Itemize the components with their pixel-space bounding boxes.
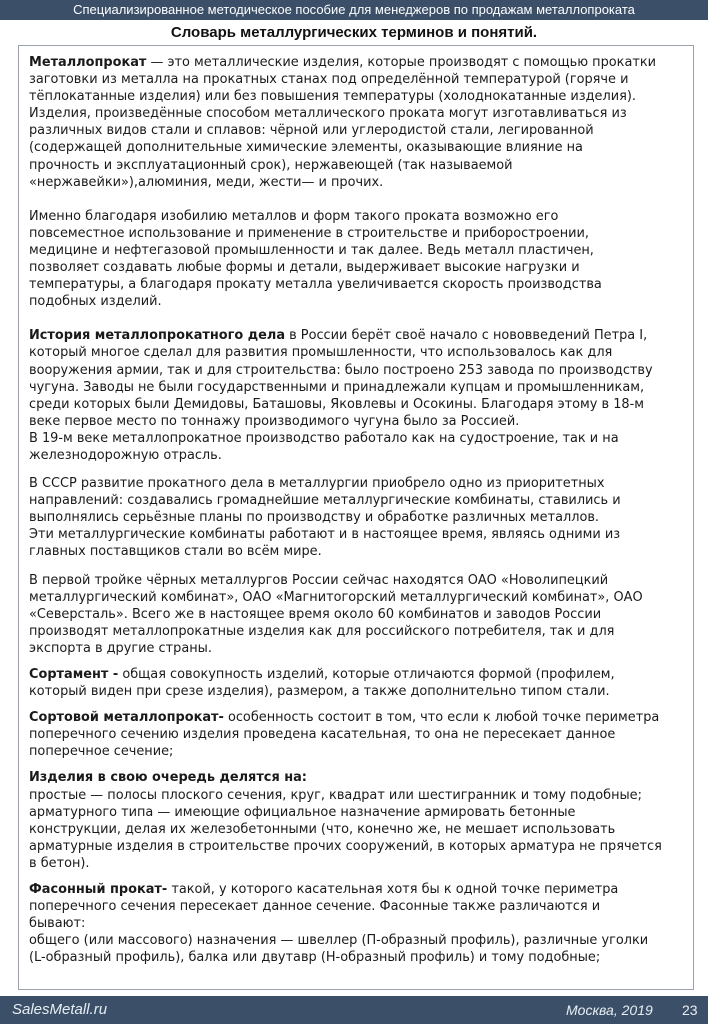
text-line: конструкции, делая их железобетонными (что, конечно же, не мешает использовать xyxy=(29,821,616,837)
text-line xyxy=(29,666,683,683)
text-span: особенность состоит в том, что если к любой точке периметра xyxy=(223,710,660,726)
text-line: железнодорожную отрасль. xyxy=(29,447,222,463)
text-line: температуры, а благодаря прокату металла увеличивается скорость производства xyxy=(29,277,602,293)
spacer xyxy=(29,191,683,208)
text-line: общего (или массового) назначения — швеллер (П-образный профиль), различные уголки xyxy=(29,933,649,949)
text-line xyxy=(29,709,683,726)
text-span: общая совокупность изделий, которые отличаются формой (профилем, xyxy=(118,667,615,682)
term-sortovoy: Сортовой металлопрокат- xyxy=(29,710,224,726)
text-line: экспорта в другие страны. xyxy=(29,640,212,656)
document-title: Словарь металлургических терминов и понятий. xyxy=(170,24,538,41)
spacer xyxy=(29,700,683,709)
term-fasonny: Фасонный прокат- xyxy=(29,882,168,898)
paragraph-metalloprokat xyxy=(29,54,683,191)
text-line: поперечное сечение; xyxy=(29,744,174,760)
text-line: заготовки из металла на прокатных станах под определённой температурой (горяче и xyxy=(29,72,629,88)
text-line xyxy=(29,327,683,344)
text-line: повсеместное использование и применение в строительстве и приборостроении, xyxy=(29,225,590,241)
text-span: в России берёт своё начало с нововведений Петра I, xyxy=(285,328,648,344)
text-line: простые — полосы плоского сечения, круг, квадрат или шестигранник и тому подобные; xyxy=(29,787,642,803)
spacer xyxy=(29,561,683,572)
text-line: главных поставщиков стали во всём мире. xyxy=(29,544,322,560)
paragraph-izdeliya xyxy=(29,769,683,872)
header-title: Специализированное методическое пособие для менеджеров по продажам металлопроката xyxy=(73,2,635,17)
spacer xyxy=(29,760,683,769)
spacer xyxy=(29,310,683,327)
text-line: веке первое место по тоннажу производимого чугуна было за Россией. xyxy=(29,413,520,429)
text-line: который многое сделал для развития промышленности, что использовалось как для xyxy=(29,345,613,361)
text-line: «нержавейки»),алюминия, меди, жести— и прочих. xyxy=(29,174,384,190)
text-line: прочность и эксплуатационный срок), нержавеющей (так называемой xyxy=(29,157,513,173)
term-sortament: Сортамент - xyxy=(29,667,119,682)
content-box xyxy=(18,45,694,990)
text-line: Именно благодаря изобилию металлов и форм такого проката возможно его xyxy=(29,208,559,224)
text-line: «Северсталь». Всего же в настоящее время около 60 комбинатов и заводов России xyxy=(29,606,602,622)
paragraph-sortovoy xyxy=(29,709,683,760)
footer-city-year: Москва, 2019 xyxy=(566,1002,653,1018)
text-line: арматурные изделия в строительстве прочих сооружений, в которых арматура не прячется xyxy=(29,838,662,854)
text-line: в бетон). xyxy=(29,855,90,871)
text-line: который виден при срезе изделия), размером, а также дополнительно типом стали. xyxy=(29,684,610,700)
footer-site-name: SalesMetall.ru xyxy=(12,1001,108,1018)
text-line xyxy=(29,54,683,71)
paragraph-abundance xyxy=(29,208,683,311)
text-line: позволяет создавать любые формы и детали, выдерживает высокие нагрузки и xyxy=(29,260,580,276)
text-span: такой, у которого касательная хотя бы к одной точке периметра xyxy=(167,882,619,898)
paragraph-fasonny xyxy=(29,881,683,966)
footer-bar xyxy=(0,996,708,1024)
term-metalloprokat: Металлопрокат xyxy=(29,55,147,70)
text-span: — это металлические изделия, которые производят с помощью прокатки xyxy=(146,55,657,70)
text-line: металлургический комбинат», ОАО «Магнитогорский металлургический комбинат», ОАО xyxy=(29,589,643,605)
spacer xyxy=(29,657,683,666)
text-line: Изделия, произведённые способом металлического проката могут изготавливаться из xyxy=(29,106,627,122)
paragraph-top3 xyxy=(29,572,683,657)
term-izdeliya: Изделия в свою очередь делятся на: xyxy=(29,770,307,786)
text-line: вооружения армии, так и для строительства: было построено 253 завода по производству xyxy=(29,362,653,378)
text-line: бывают: xyxy=(29,916,86,932)
spacer xyxy=(29,872,683,881)
header-bar xyxy=(0,0,708,20)
text-line: подобных изделий. xyxy=(29,294,162,310)
paragraph-sortament xyxy=(29,666,683,700)
text-line: (L-образный профиль), балка или двутавр (Н-образный профиль) и тому подобные; xyxy=(29,950,601,966)
paragraph-history xyxy=(29,327,683,464)
page-number: 23 xyxy=(682,1002,698,1018)
paragraph-ussr xyxy=(29,475,683,560)
text-line: поперечного сечению изделия проведена касательная, то она не пересекает данное xyxy=(29,727,616,743)
text-line: среди которых были Демидовы, Баташовы, Яковлевы и Осокины. Благодаря этому в 18-м xyxy=(29,396,644,412)
text-line: медицине и нефтегазовой промышленности и так далее. Ведь металл пластичен, xyxy=(29,242,594,258)
text-line: арматурного типа — имеющие официальное назначение армировать бетонные xyxy=(29,804,576,820)
text-line: (содержащей дополнительные химические элементы, оказывающие влияние на xyxy=(29,140,583,156)
text-line: выполнялись серьёзные планы по производству и обработке различных металлов. xyxy=(29,510,600,526)
text-line: направлений: создавались громаднейшие металлургические комбинаты, ставились и xyxy=(29,493,621,509)
text-line xyxy=(29,881,683,898)
text-line: В 19-м веке металлопрокатное производство работало как на судостроение, так и на xyxy=(29,430,619,446)
text-line: В первой тройке чёрных металлургов России сейчас находятся ОАО «Новолипецкий xyxy=(29,572,609,588)
text-line: тёплокатанные изделия) или без повышения температуры (холоднокатанные изделия). xyxy=(29,89,636,105)
text-line: чугуна. Заводы не были государственными и принадлежали купцам и промышленникам, xyxy=(29,379,645,395)
text-line: В СССР развитие прокатного дела в металлургии приобрело одно из приоритетных xyxy=(29,476,605,492)
spacer xyxy=(29,464,683,475)
text-line: Эти металлургические комбинаты работают и в настоящее время, являясь одними из xyxy=(29,527,621,543)
text-line: различных видов стали и сплавов: чёрной или углеродистой стали, легированной xyxy=(29,123,594,139)
term-history: История металлопрокатного дела xyxy=(29,328,286,344)
text-line: поперечного сечения пересекает данное сечение. Фасонные также различаются и xyxy=(29,899,601,915)
text-line: производят металлопрокатные изделия как для российского потребителя, так и для xyxy=(29,623,615,639)
